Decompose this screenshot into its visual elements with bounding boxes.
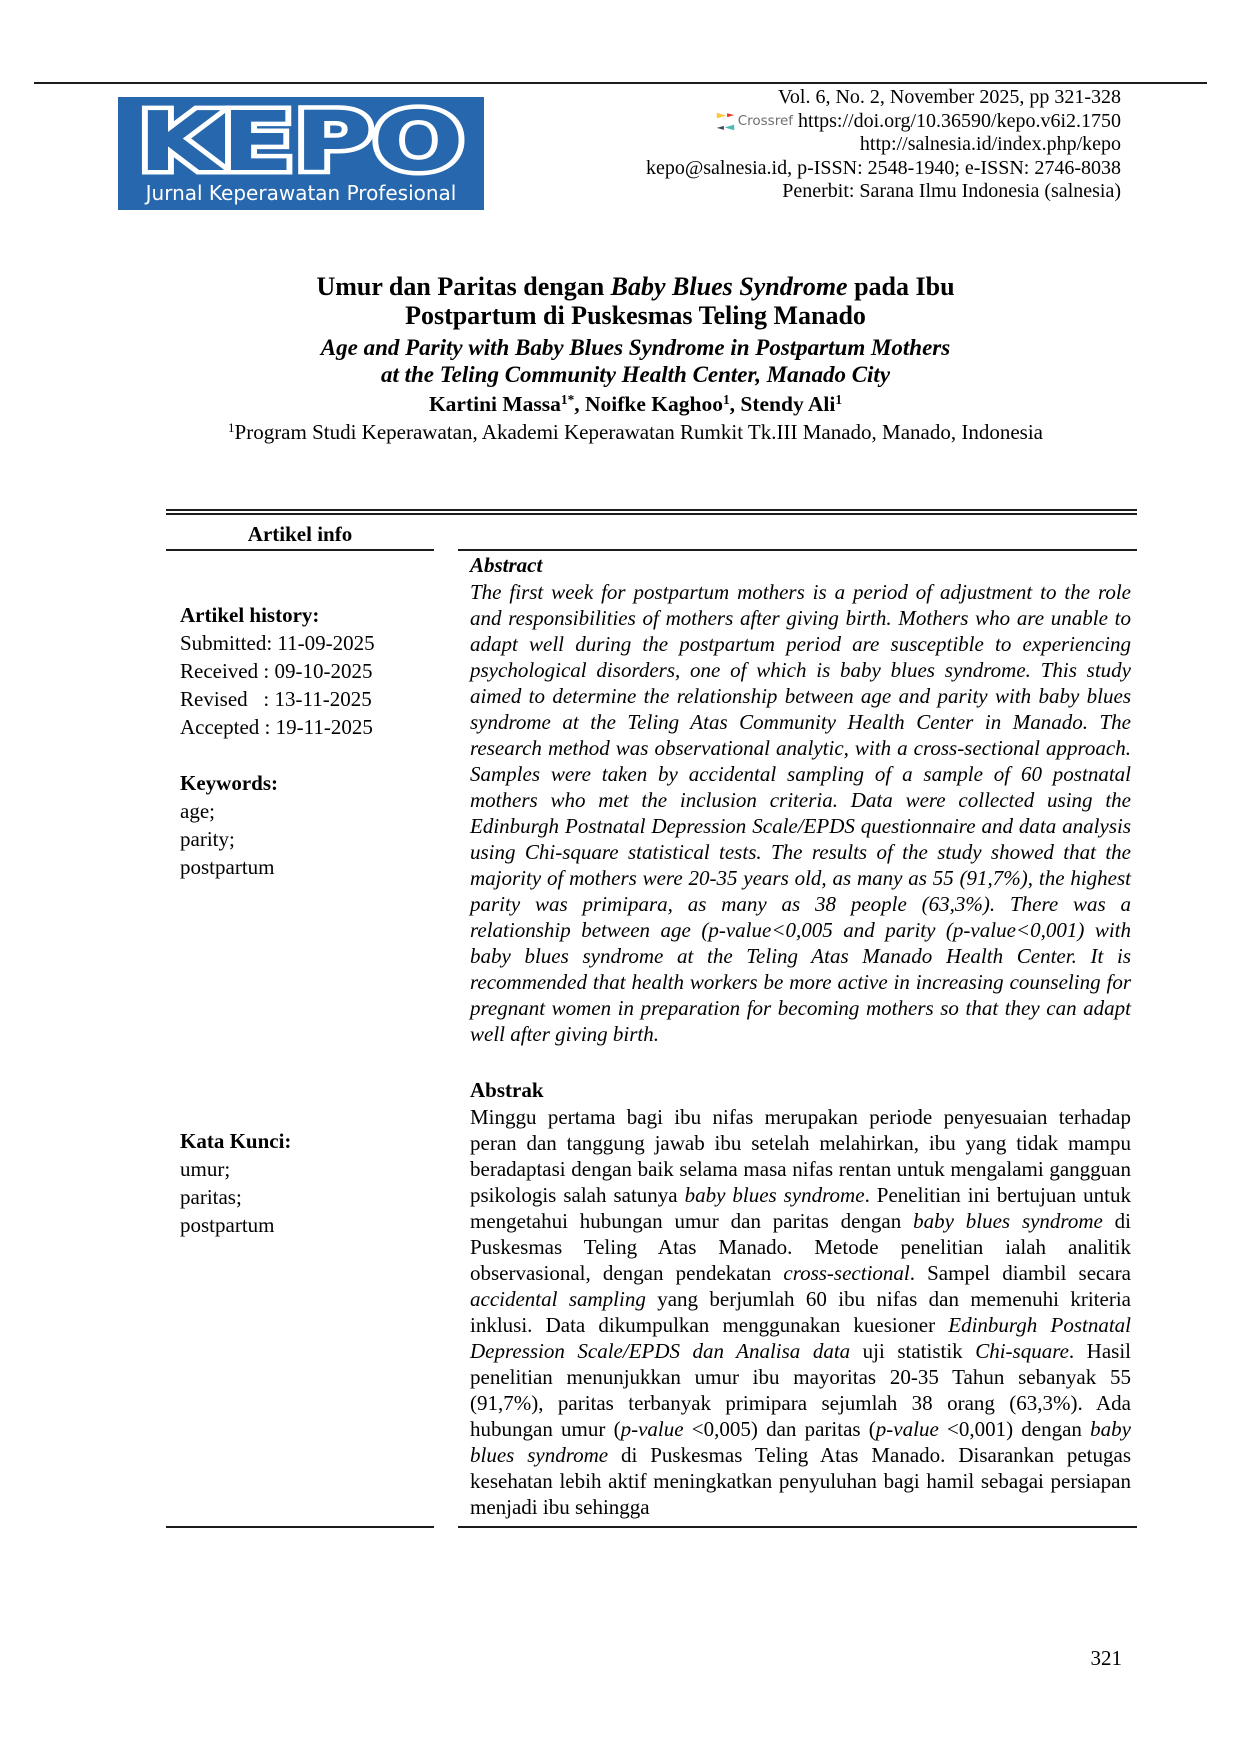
page-number: 321 bbox=[1090, 1646, 1122, 1670]
keyword-item: age; bbox=[180, 799, 215, 823]
abstract-id-heading: Abstrak bbox=[470, 1078, 544, 1102]
history-received: Received : 09-10-2025 bbox=[180, 659, 373, 683]
logo-tagline: Jurnal Keperawatan Profesional bbox=[145, 181, 457, 205]
article-title-id-line2: Postpartum di Puskesmas Teling Manado bbox=[405, 301, 866, 330]
keyword-item: parity; bbox=[180, 827, 235, 851]
journal-logo bbox=[118, 97, 484, 210]
kata-kunci-item: paritas; bbox=[180, 1185, 242, 1209]
article-title-en bbox=[150, 334, 1121, 388]
kata-kunci-label: Kata Kunci: bbox=[180, 1129, 292, 1153]
article-title-en-line2: at the Teling Community Health Center, Manado City bbox=[380, 362, 891, 387]
history-revised: Revised : 13-11-2025 bbox=[180, 687, 372, 711]
history-label: Artikel history: bbox=[180, 603, 320, 627]
abstract-en-heading: Abstract bbox=[470, 553, 543, 577]
history-submitted: Submitted: 11-09-2025 bbox=[180, 631, 375, 655]
crossref-icon bbox=[716, 112, 735, 131]
volume-line: Vol. 6, No. 2, November 2025, pp 321-328 bbox=[778, 86, 1121, 108]
article-title-en-line1: Age and Parity with Baby Blues Syndrome in Postpartum Mothers bbox=[320, 335, 951, 360]
affiliation-line: $^1$Program Studi Keperawatan, Akademi Keperawatan Rumkit Tk.III Manado, Manado, Indonesia bbox=[228, 420, 1043, 444]
issn-contact-line: kepo@salnesia.id, p-ISSN: 2548-1940; e-ISSN: 2746-8038 bbox=[645, 156, 1121, 179]
logo-text: KEPO bbox=[138, 100, 464, 184]
journal-header-meta bbox=[646, 86, 1121, 204]
article-title-id bbox=[150, 272, 1121, 330]
doi-line bbox=[646, 110, 1121, 134]
article-info-column bbox=[166, 515, 434, 1528]
header-top-rule bbox=[34, 82, 1207, 84]
keywords-label: Keywords: bbox=[180, 771, 278, 795]
abstract-column-head-spacer bbox=[458, 515, 1137, 551]
kata-kunci-item: postpartum bbox=[180, 1213, 275, 1237]
logo-kepo-lettering bbox=[129, 100, 473, 184]
article-info-section bbox=[166, 509, 1137, 1528]
keyword-item: postpartum bbox=[180, 855, 275, 879]
article-info-heading: Artikel info bbox=[166, 515, 434, 551]
keywords-block bbox=[180, 769, 434, 881]
journal-url-link[interactable]: http://salnesia.id/index.php/kepo bbox=[859, 133, 1121, 156]
title-block bbox=[150, 272, 1121, 447]
authors-line: Kartini Massa$^{1*}$, Noifke Kaghoo$^1$, Stendy Ali$^1$ bbox=[428, 392, 843, 416]
kata-kunci-item: umur; bbox=[180, 1157, 231, 1181]
article-title-id-line1: Umur dan Paritas dengan Baby Blues Syndrome pada Ibu bbox=[316, 272, 955, 301]
history-accepted: Accepted : 19-11-2025 bbox=[180, 715, 373, 739]
abstract-column bbox=[458, 515, 1137, 1528]
crossref-label: Crossref bbox=[737, 112, 794, 129]
doi-link[interactable]: https://doi.org/10.36590/kepo.v6i2.1750 bbox=[798, 109, 1121, 132]
publisher-line: Penerbit: Sarana Ilmu Indonesia (salnesia) bbox=[782, 180, 1121, 203]
kata-kunci-block bbox=[180, 1127, 434, 1239]
abstract-id-body: Minggu pertama bagi ibu nifas merupakan periode penyesuaian terhadap peran dan tanggung jawab ibu setelah melahirkan, ibu yang tidak mampu beradaptasi dengan baik selama masa nifas rentan untuk mengalami gangguan psikologis salah satunya baby blues syndrome. Penelitian ini bertujuan untuk mengetahui hubungan umur dan paritas dengan baby blues syndrome di Puskesmas Teling Atas Manado. Metode penelitian ialah analitik observasional, dengan pendekatan cross-sectional. Sampel diambil secara accidental sampling yang berjumlah 60 ibu nifas dan memenuhi kriteria inklusi. Data dikumpulkan menggunakan kuesioner Edinburgh Postnatal Depression Scale/EPDS dan Analisa data uji statistik Chi-square. Hasil penelitian menunjukkan umur ibu mayoritas 20-35 Tahun sebanyak 55 (91,7%), paritas terbanyak primipara sejumlah 38 orang (63,3%). Ada hubungan umur (p-value <0,005) dan paritas (p-value <0,001) dengan baby blues syndrome di Puskesmas Teling Atas Manado. Disarankan petugas kesehatan lebih aktif meningkatkan penyuluhan bagi hamil sebagai persiapan menjadi ibu sehingga bbox=[470, 1105, 1132, 1519]
crossref-badge bbox=[716, 110, 793, 134]
abstract-en-body: The first week for postpartum mothers is a period of adjustment to the role and responsibilities of mothers after giving birth. Mothers who are unable to adapt well during the postpartum period are susceptible to experiencing psychological disorders, one of which is baby blues syndrome. This study aimed to determine the relationship between age and parity with baby blues syndrome at the Teling Atas Community Health Center in Manado. The research method was observational analytic, with a cross-sectional approach. Samples were taken by accidental sampling of a sample of 60 postnatal mothers who met the inclusion criteria. Data were collected using the Edinburgh Postnatal Depression Scale/EPDS questionnaire and data analysis using Chi-square statistical tests. The results of the study showed that the majority of mothers were 20-35 years old, as many as 55 (91,7%), the highest parity was primipara, as many as 38 people (63,3%). There was a relationship between age (p-value<0,005 and parity (p-value<0,001) with baby blues syndrome at the Teling Atas Manado Health Center. It is recommended that health workers be more active in increasing counseling for pregnant women in preparation for becoming mothers so that they can adapt well after giving birth. bbox=[470, 580, 1131, 1046]
